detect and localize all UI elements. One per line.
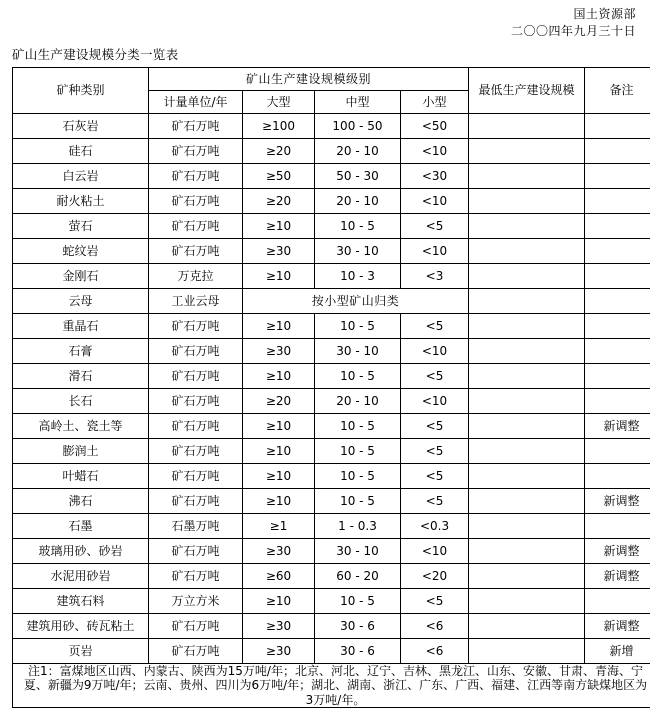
cell-unit: 矿石万吨	[149, 488, 243, 513]
cell-unit: 矿石万吨	[149, 563, 243, 588]
cell-unit: 矿石万吨	[149, 363, 243, 388]
cell-note	[585, 388, 650, 413]
cell-mineral-kind: 萤石	[13, 213, 149, 238]
cell-mineral-kind: 建筑石料	[13, 588, 149, 613]
cell-large: ≥10	[243, 463, 315, 488]
cell-large: ≥10	[243, 263, 315, 288]
cell-medium: 10 - 5	[315, 213, 401, 238]
column-header-large: 大型	[243, 90, 315, 113]
cell-unit: 矿石万吨	[149, 638, 243, 663]
cell-unit: 矿石万吨	[149, 138, 243, 163]
table-row	[13, 338, 650, 363]
cell-medium: 100 - 50	[315, 113, 401, 138]
cell-large: ≥100	[243, 113, 315, 138]
table-row	[13, 288, 650, 313]
table-row	[13, 588, 650, 613]
cell-small: <5	[401, 438, 469, 463]
cell-large: ≥20	[243, 138, 315, 163]
cell-large: ≥30	[243, 638, 315, 663]
cell-medium: 10 - 5	[315, 413, 401, 438]
cell-mineral-kind: 耐火粘土	[13, 188, 149, 213]
cell-small: <5	[401, 363, 469, 388]
table-row	[13, 163, 650, 188]
table-row	[13, 263, 650, 288]
cell-small: <10	[401, 188, 469, 213]
table-body	[13, 113, 650, 707]
cell-note	[585, 588, 650, 613]
cell-min-scale	[469, 638, 585, 663]
table-row	[13, 438, 650, 463]
cell-small: <5	[401, 213, 469, 238]
cell-small: <5	[401, 588, 469, 613]
issue-date: 二〇〇四年九月三十日	[12, 23, 636, 40]
cell-large: ≥10	[243, 413, 315, 438]
cell-grade-span: 按小型矿山归类	[243, 288, 469, 313]
cell-min-scale	[469, 613, 585, 638]
cell-min-scale	[469, 438, 585, 463]
column-header-small: 小型	[401, 90, 469, 113]
column-header-grade-group: 矿山生产建设规模级别	[149, 67, 469, 90]
cell-mineral-kind: 建筑用砂、砖瓦粘土	[13, 613, 149, 638]
cell-unit: 矿石万吨	[149, 238, 243, 263]
cell-min-scale	[469, 238, 585, 263]
cell-mineral-kind: 重晶石	[13, 313, 149, 338]
cell-small: <10	[401, 138, 469, 163]
cell-unit: 矿石万吨	[149, 463, 243, 488]
cell-note	[585, 313, 650, 338]
cell-large: ≥50	[243, 163, 315, 188]
cell-mineral-kind: 叶蜡石	[13, 463, 149, 488]
cell-note	[585, 288, 650, 313]
cell-small: <50	[401, 113, 469, 138]
footnote-line-1: 注1：富煤地区山西、内蒙古、陕西为15万吨/年；北京、河北、辽宁、吉林、黑龙江、山东、安徽、甘肃、青海、宁	[13, 664, 650, 678]
cell-unit: 矿石万吨	[149, 413, 243, 438]
cell-note	[585, 513, 650, 538]
cell-mineral-kind: 高岭土、瓷土等	[13, 413, 149, 438]
cell-min-scale	[469, 488, 585, 513]
cell-medium: 10 - 5	[315, 363, 401, 388]
cell-large: ≥1	[243, 513, 315, 538]
cell-unit: 石墨万吨	[149, 513, 243, 538]
table-row	[13, 538, 650, 563]
cell-min-scale	[469, 338, 585, 363]
cell-mineral-kind: 石膏	[13, 338, 149, 363]
cell-medium: 20 - 10	[315, 138, 401, 163]
cell-unit: 矿石万吨	[149, 313, 243, 338]
cell-small: <3	[401, 263, 469, 288]
cell-note	[585, 113, 650, 138]
table-row	[13, 238, 650, 263]
cell-mineral-kind: 云母	[13, 288, 149, 313]
footnote-line-3: 3万吨/年。	[13, 693, 650, 707]
cell-mineral-kind: 石灰岩	[13, 113, 149, 138]
cell-min-scale	[469, 138, 585, 163]
cell-medium: 10 - 5	[315, 588, 401, 613]
column-header-kind: 矿种类别	[13, 67, 149, 113]
cell-unit: 矿石万吨	[149, 438, 243, 463]
table-row	[13, 313, 650, 338]
table-row	[13, 213, 650, 238]
cell-unit: 矿石万吨	[149, 188, 243, 213]
cell-mineral-kind: 白云岩	[13, 163, 149, 188]
cell-large: ≥30	[243, 613, 315, 638]
cell-mineral-kind: 金刚石	[13, 263, 149, 288]
cell-note: 新调整	[585, 488, 650, 513]
cell-medium: 60 - 20	[315, 563, 401, 588]
cell-min-scale	[469, 213, 585, 238]
column-header-note: 备注	[585, 67, 650, 113]
cell-large: ≥20	[243, 188, 315, 213]
cell-note	[585, 363, 650, 388]
cell-note	[585, 188, 650, 213]
document-header	[12, 6, 638, 41]
cell-min-scale	[469, 263, 585, 288]
cell-note	[585, 438, 650, 463]
cell-mineral-kind: 页岩	[13, 638, 149, 663]
cell-medium: 10 - 5	[315, 313, 401, 338]
cell-small: <10	[401, 238, 469, 263]
cell-large: ≥20	[243, 388, 315, 413]
issuing-organization: 国土资源部	[12, 6, 636, 23]
cell-note: 新调整	[585, 538, 650, 563]
cell-large: ≥30	[243, 538, 315, 563]
table-row	[13, 138, 650, 163]
cell-min-scale	[469, 313, 585, 338]
table-head	[13, 67, 650, 113]
cell-note: 新调整	[585, 413, 650, 438]
cell-medium: 10 - 5	[315, 463, 401, 488]
cell-small: <20	[401, 563, 469, 588]
cell-large: ≥30	[243, 338, 315, 363]
mining-scale-table	[12, 67, 650, 708]
cell-min-scale	[469, 363, 585, 388]
cell-large: ≥30	[243, 238, 315, 263]
cell-mineral-kind: 膨润土	[13, 438, 149, 463]
cell-small: <10	[401, 388, 469, 413]
table-row	[13, 638, 650, 663]
cell-min-scale	[469, 463, 585, 488]
cell-large: ≥10	[243, 488, 315, 513]
cell-note	[585, 463, 650, 488]
cell-mineral-kind: 滑石	[13, 363, 149, 388]
cell-unit: 矿石万吨	[149, 163, 243, 188]
cell-medium: 20 - 10	[315, 188, 401, 213]
cell-note: 新增	[585, 638, 650, 663]
cell-unit: 矿石万吨	[149, 338, 243, 363]
column-header-medium: 中型	[315, 90, 401, 113]
cell-medium: 30 - 10	[315, 238, 401, 263]
table-row	[13, 563, 650, 588]
footnote-line-2: 夏、新疆为9万吨/年；云南、贵州、四川为6万吨/年；湖北、湖南、浙江、广东、广西、福建、江西等南方缺煤地区为	[13, 678, 650, 692]
cell-unit: 万克拉	[149, 263, 243, 288]
table-row	[13, 488, 650, 513]
cell-large: ≥10	[243, 363, 315, 388]
cell-min-scale	[469, 288, 585, 313]
cell-small: <6	[401, 613, 469, 638]
cell-unit: 矿石万吨	[149, 388, 243, 413]
cell-note	[585, 138, 650, 163]
cell-mineral-kind: 沸石	[13, 488, 149, 513]
cell-mineral-kind: 石墨	[13, 513, 149, 538]
cell-small: <10	[401, 338, 469, 363]
cell-note	[585, 163, 650, 188]
cell-note: 新调整	[585, 613, 650, 638]
cell-medium: 30 - 6	[315, 638, 401, 663]
cell-large: ≥10	[243, 438, 315, 463]
column-header-min-scale: 最低生产建设规模	[469, 67, 585, 113]
cell-small: <0.3	[401, 513, 469, 538]
cell-medium: 10 - 5	[315, 438, 401, 463]
table-row	[13, 363, 650, 388]
cell-medium: 30 - 6	[315, 613, 401, 638]
table-row	[13, 513, 650, 538]
cell-medium: 10 - 5	[315, 488, 401, 513]
cell-unit: 万立方米	[149, 588, 243, 613]
cell-min-scale	[469, 588, 585, 613]
cell-note: 新调整	[585, 563, 650, 588]
cell-medium: 30 - 10	[315, 538, 401, 563]
table-row	[13, 463, 650, 488]
table-row	[13, 188, 650, 213]
cell-min-scale	[469, 388, 585, 413]
cell-small: <30	[401, 163, 469, 188]
cell-min-scale	[469, 413, 585, 438]
cell-small: <5	[401, 313, 469, 338]
cell-min-scale	[469, 563, 585, 588]
cell-small: <5	[401, 488, 469, 513]
cell-min-scale	[469, 188, 585, 213]
column-header-unit: 计量单位/年	[149, 90, 243, 113]
cell-mineral-kind: 蛇纹岩	[13, 238, 149, 263]
cell-large: ≥10	[243, 588, 315, 613]
page-title: 矿山生产建设规模分类一览表	[12, 45, 638, 63]
cell-unit: 矿石万吨	[149, 538, 243, 563]
table-row	[13, 388, 650, 413]
cell-large: ≥10	[243, 313, 315, 338]
cell-note	[585, 338, 650, 363]
cell-unit: 矿石万吨	[149, 113, 243, 138]
cell-medium: 1 - 0.3	[315, 513, 401, 538]
cell-medium: 10 - 3	[315, 263, 401, 288]
cell-medium: 30 - 10	[315, 338, 401, 363]
cell-small: <5	[401, 413, 469, 438]
cell-min-scale	[469, 538, 585, 563]
cell-note	[585, 238, 650, 263]
cell-medium: 20 - 10	[315, 388, 401, 413]
cell-unit: 工业云母	[149, 288, 243, 313]
cell-large: ≥60	[243, 563, 315, 588]
cell-large: ≥10	[243, 213, 315, 238]
cell-unit: 矿石万吨	[149, 213, 243, 238]
table-row	[13, 413, 650, 438]
cell-note	[585, 213, 650, 238]
cell-medium: 50 - 30	[315, 163, 401, 188]
cell-small: <10	[401, 538, 469, 563]
cell-mineral-kind: 玻璃用砂、砂岩	[13, 538, 149, 563]
table-row	[13, 113, 650, 138]
cell-note	[585, 263, 650, 288]
table-header-row-1	[13, 67, 650, 90]
table-row	[13, 613, 650, 638]
cell-min-scale	[469, 113, 585, 138]
cell-small: <6	[401, 638, 469, 663]
cell-mineral-kind: 硅石	[13, 138, 149, 163]
cell-min-scale	[469, 513, 585, 538]
cell-small: <5	[401, 463, 469, 488]
cell-mineral-kind: 长石	[13, 388, 149, 413]
cell-mineral-kind: 水泥用砂岩	[13, 563, 149, 588]
cell-unit: 矿石万吨	[149, 613, 243, 638]
cell-min-scale	[469, 163, 585, 188]
